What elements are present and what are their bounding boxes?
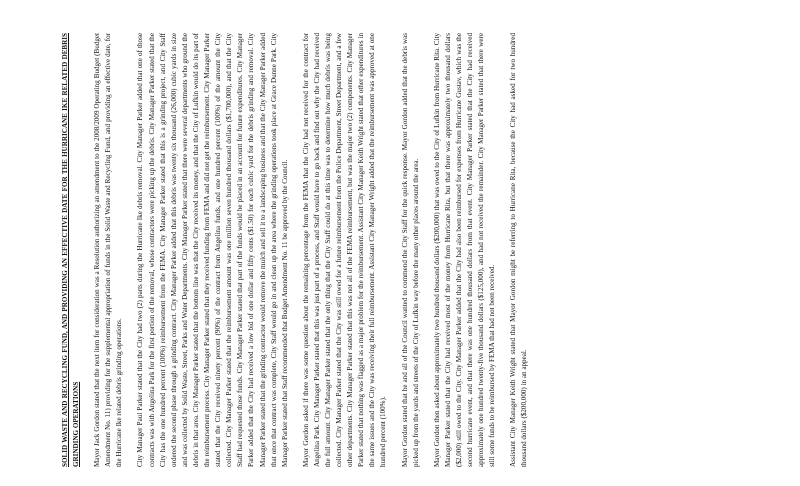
rotated-document-body <box>60 33 670 467</box>
paragraph-city-manager-report: City Manager Paul Parker stated that the City had two (2) parts during the Hurricane Ike debris removal. City Manager Parker added that one of those contracts was with Angelina Park for the first portion of the removal, whose contractors were picking up the debris. City Manager Parker stated that the City has the one hundred percent (100%) reimbursement from the FEMA. City Manager Parker stated that this is a grinding project, and City Staff ordered the second phase through a grinding contract. City Manager Parker added that this debris was twenty six thousand (26,000) cubic yards in size and was collected by Solid Waste, Street, Parks and Water Departments. City Manager Parker stated that there were several departments who ground the debris in that area. City Manager Parker stated that the bottom line was that the City received its money, and that the City of Lufkin would do its part of the reimbursement process. City Manager Parker stated that they received funding from FEMA and did not get the reimbursement. City Manager Parker stated that the City received ninety percent (90%) of the contract from Angelina funds, and one hundred percent (100%) of the amount the City collected. City Manager Parker stated that the reimbursement amount was one million seven hundred thousand dollars ($1,700,000), and that the City Staff had requested those funds. City Manager Parker stated that part of the funds would be placed in an account for future expenditures. City Manager Parker added that the City had received a low bid of one dollar and fifty cents ($1.50) for each cubic yard for the debris grinding and removal. City Manager Parker stated that the grinding contractor would remove the mulch and sell it to a landscaping business and that the City Manager Parker added that once that contract was complete, City Staff would go in and clean up the area where the grinding operations took place at Grace Dunne Park. City Manager Parker stated that Staff recommended that Budget Amendment No. 11 be approved by the Council. <box>136 33 289 467</box>
paragraph-hurricane-rita-funds: Mayor Gordon then asked about approximately two hundred thousand dollars ($200,000) that was owed to the City of Lufkin from Hurricane Rita. City Manager Parker stated that the City had received most of the money from Hurricane Rita, but that there was approximately two thousand dollars ($2,000) still owed to the City. City Manager Parker added that the City had also been reimbursed for expenses from Hurricane Gustav, which was the second hurricane event, and that there was one hundred thousand dollars from that event. City Manager Parker stated that the City had received approximately one hundred twenty-five thousand dollars ($125,000), and had not received the remainder. City Manager Parker stated that there were still some funds to be reimbursed by FEMA that had not been received. <box>432 33 497 467</box>
paragraph-council-commendation: Mayor Gordon stated that he and all of the Council wanted to commend the City Staff for the quick response. Mayor Gordon added that the debris was picked up from the yards and streets of the City of Lufkin way before the many other places around the area. <box>400 33 420 467</box>
paragraph-budget-amendment-intro: Mayor Jack Gordon stated that the next item for consideration was a Resolution authorizing an amendment to the 2008/2009 Operating Budget (Budget Amendment No. 11) providing for the supplemental appropriation of funds in the Solid Waste and Recycling Fund, and providing an effective date, for the Hurricane Ike related debris grinding operations. <box>93 33 124 467</box>
paragraph-fema-reimbursement-question: Mayor Gordon asked if there was some question about the remaining percentage from the FEMA that the City had not received for the contract for Angelina Park. City Manager Parker stated that this was just part of a process, and Staff would have to go back and find out why the City had received the full amount. City Manager Parker stated that the only thing that the City Staff could do at this time was to determine how much debris was being collected. City Manager Parker stated that the City was still owed for a future reimbursement from the Police Department, Street Department, and a few other departments. City Manager Parker stated that this was not all of the FEMA reimbursement, but was the major two (2) components. City Manager Parker stated that nothing was flagged as a major problem for the reimbursement. Assistant City Manager Keith Wright stated that other expenditures in the same issues and the City was receiving their full reimbursement. Assistant City Manager Wright added that the reimbursement was approved at one hundred percent (100%). <box>301 33 388 467</box>
paragraph-assistant-manager-remark: Assistant City Manager Keith Wright stated that Mayor Gordon might be referring to Hurricane Rita, because the City had asked for two hundred thousand dollars ($200,000) in an appeal. <box>509 33 529 467</box>
document-heading: SOLID WASTE AND RECYCLING FUND, AND PROVIDING AN EFFECTIVE DATE FOR THE HURRICANE IKE RELATED DEBRIS GRINDING OPERATIONS <box>61 33 81 467</box>
